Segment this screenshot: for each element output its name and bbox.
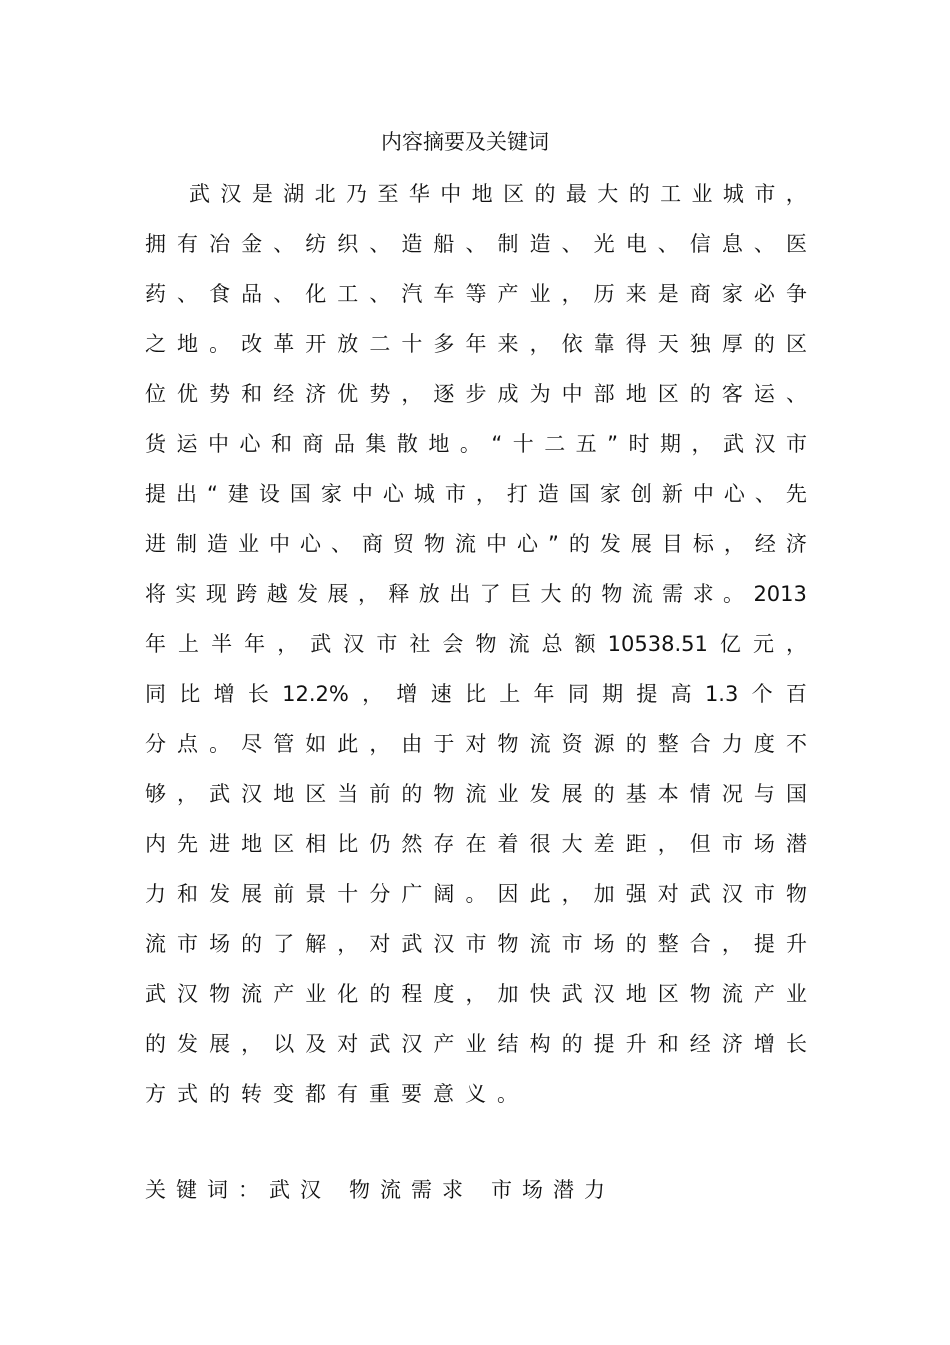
keywords-line bbox=[145, 1172, 615, 1208]
paragraph-line: 年 上 半 年 ， 武 汉 市 社 会 物 流 总 额 10538.51 亿 元 ， bbox=[145, 632, 807, 656]
keywords-label: 关键词： bbox=[145, 1178, 269, 1202]
paragraph-line: 位 优 势 和 经 济 优 势 ， 逐 步 成 为 中 部 地 区 的 客 运 、 bbox=[145, 382, 807, 406]
paragraph-line: 分 点 。 尽 管 如 此 ， 由 于 对 物 流 资 源 的 整 合 力 度 不 bbox=[145, 732, 807, 756]
keyword-item: 市场潜力 bbox=[491, 1178, 615, 1202]
paragraph-line: 流 市 场 的 了 解 ， 对 武 汉 市 物 流 市 场 的 整 合 ， 提 升 bbox=[145, 932, 807, 956]
paragraph-line: 同 比 增 长 12.2% ， 增 速 比 上 年 同 期 提 高 1.3 个 百 bbox=[145, 682, 807, 706]
paragraph-line: 的 发 展 ， 以 及 对 武 汉 产 业 结 构 的 提 升 和 经 济 增 长 bbox=[145, 1032, 807, 1056]
keyword-item: 物流需求 bbox=[349, 1178, 473, 1202]
paragraph-line: 将 实 现 跨 越 发 展 ， 释 放 出 了 巨 大 的 物 流 需 求 。 2013 bbox=[145, 582, 807, 606]
keyword-item: 武汉 bbox=[269, 1178, 331, 1202]
paragraph-line: 武 汉 物 流 产 业 化 的 程 度 ， 加 快 武 汉 地 区 物 流 产 业 bbox=[145, 982, 807, 1006]
paragraph-line: 之 地 。 改 革 开 放 二 十 多 年 来 ， 依 靠 得 天 独 厚 的 区 bbox=[145, 332, 807, 356]
page-title: 内容摘要及关键词 bbox=[381, 130, 549, 154]
paragraph-line: 提 出 “ 建 设 国 家 中 心 城 市 ， 打 造 国 家 创 新 中 心 、 先 bbox=[145, 482, 807, 506]
paragraph-line: 内 先 进 地 区 相 比 仍 然 存 在 着 很 大 差 距 ， 但 市 场 潜 bbox=[145, 832, 807, 856]
abstract-paragraph bbox=[145, 176, 807, 1126]
paragraph-line: 方 式 的 转 变 都 有 重 要 意 义 。 bbox=[145, 1082, 518, 1106]
paragraph-line: 力 和 发 展 前 景 十 分 广 阔 。 因 此 ， 加 强 对 武 汉 市 物 bbox=[145, 882, 807, 906]
paragraph-line: 武 汉 是 湖 北 乃 至 华 中 地 区 的 最 大 的 工 业 城 市 ， bbox=[189, 182, 807, 206]
paragraph-line: 货 运 中 心 和 商 品 集 散 地 。 “ 十 二 五 ” 时 期 ， 武 汉 市 bbox=[145, 432, 807, 456]
paragraph-line: 药 、 食 品 、 化 工 、 汽 车 等 产 业 ， 历 来 是 商 家 必 争 bbox=[145, 282, 807, 306]
paragraph-line: 拥 有 冶 金 、 纺 织 、 造 船 、 制 造 、 光 电 、 信 息 、 医 bbox=[145, 232, 807, 256]
paragraph-line: 够 ， 武 汉 地 区 当 前 的 物 流 业 发 展 的 基 本 情 况 与 国 bbox=[145, 782, 807, 806]
paragraph-line: 进 制 造 业 中 心 、 商 贸 物 流 中 心 ” 的 发 展 目 标 ， 经 济 bbox=[145, 532, 807, 556]
